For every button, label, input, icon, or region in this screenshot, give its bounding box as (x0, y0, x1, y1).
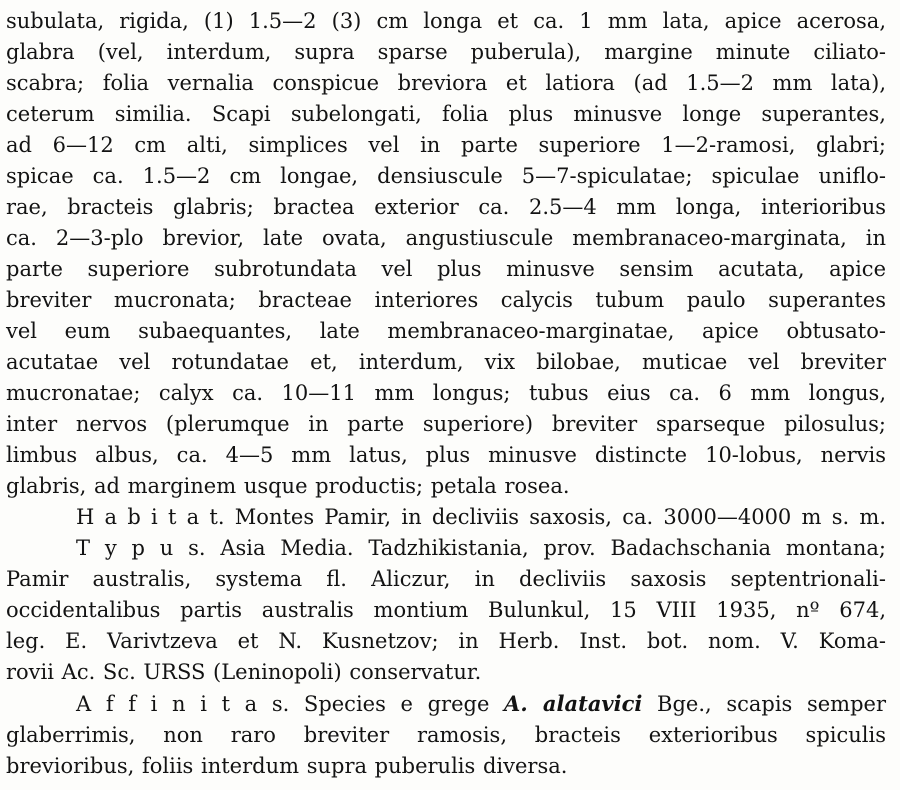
species-name-italic: A. alatavici (504, 691, 643, 716)
text-line: vel eum subaequantes, late membranaceo-marginatae, apice obtusato- (6, 319, 886, 343)
text-line: glabris, ad marginem usque productis; petala rosea. (6, 474, 570, 498)
text-line: spicae ca. 1.5—2 cm longae, densiuscule 5—7-spiculatae; spiculae uniflo- (6, 164, 886, 188)
habitat-paragraph: H a b i t a t. Montes Pamir, in decliviis saxosis, ca. 3000—4000 m s. m. (76, 505, 886, 529)
typus-paragraph-line: T y p u s. Asia Media. Tadzhikistania, prov. Badachschania montana; (76, 536, 886, 560)
text-line: glabra (vel, interdum, supra sparse puberula), margine minute ciliato- (6, 40, 886, 64)
affinitas-text: A f f i n i t a s. Species e grege (76, 692, 505, 716)
text-line: mucronatae; calyx ca. 10—11 mm longus; tubus eius ca. 6 mm longus, (6, 381, 886, 405)
text-line: ceterum similia. Scapi subelongati, folia plus minusve longe superantes, (6, 102, 886, 126)
text-line: scabra; folia vernalia conspicue breviora et latiora (ad 1.5—2 mm lata), (6, 71, 886, 95)
text-line: acutatae vel rotundatae et, interdum, vix bilobae, muticae vel breviter (6, 350, 886, 374)
affinitas-text: Bge., scapis semper (642, 692, 886, 716)
text-line: ad 6—12 cm alti, simplices vel in parte superiore 1—2-ramosi, glabri; (6, 133, 886, 157)
text-line: rae, bracteis glabris; bractea exterior ca. 2.5—4 mm longa, interioribus (6, 195, 886, 219)
text-line: occidentalibus partis australis montium Bulunkul, 15 VIII 1935, nº 674, (6, 598, 886, 622)
text-line: inter nervos (plerumque in parte superiore) breviter sparseque pilosulus; (6, 412, 886, 436)
text-line: Pamir australis, systema fl. Aliczur, in decliviis saxosis septentrionali- (6, 567, 886, 591)
text-line: ca. 2—3-plo brevior, late ovata, angustiuscule membranaceo-marginata, in (6, 226, 886, 250)
text-line: leg. E. Varivtzeva et N. Kusnetzov; in Herb. Inst. bot. nom. V. Koma- (6, 629, 886, 653)
text-line: brevioribus, foliis interdum supra puberulis diversa. (6, 754, 568, 778)
text-line: breviter mucronata; bracteae interiores calycis tubum paulo superantes (6, 288, 886, 312)
text-line: parte superiore subrotundata vel plus minusve sensim acutata, apice (6, 257, 886, 281)
affinitas-paragraph-line (6, 688, 886, 720)
text-line: rovii Ac. Sc. URSS (Leninopoli) conservatur. (6, 660, 482, 684)
text-line: glaberrimis, non raro breviter ramosis, bracteis exterioribus spiculis (6, 723, 886, 747)
text-line: limbus albus, ca. 4—5 mm latus, plus minusve distincte 10-lobus, nervis (6, 443, 886, 467)
text-line: subulata, rigida, (1) 1.5—2 (3) cm longa et ca. 1 mm lata, apice acerosa, (6, 9, 886, 33)
